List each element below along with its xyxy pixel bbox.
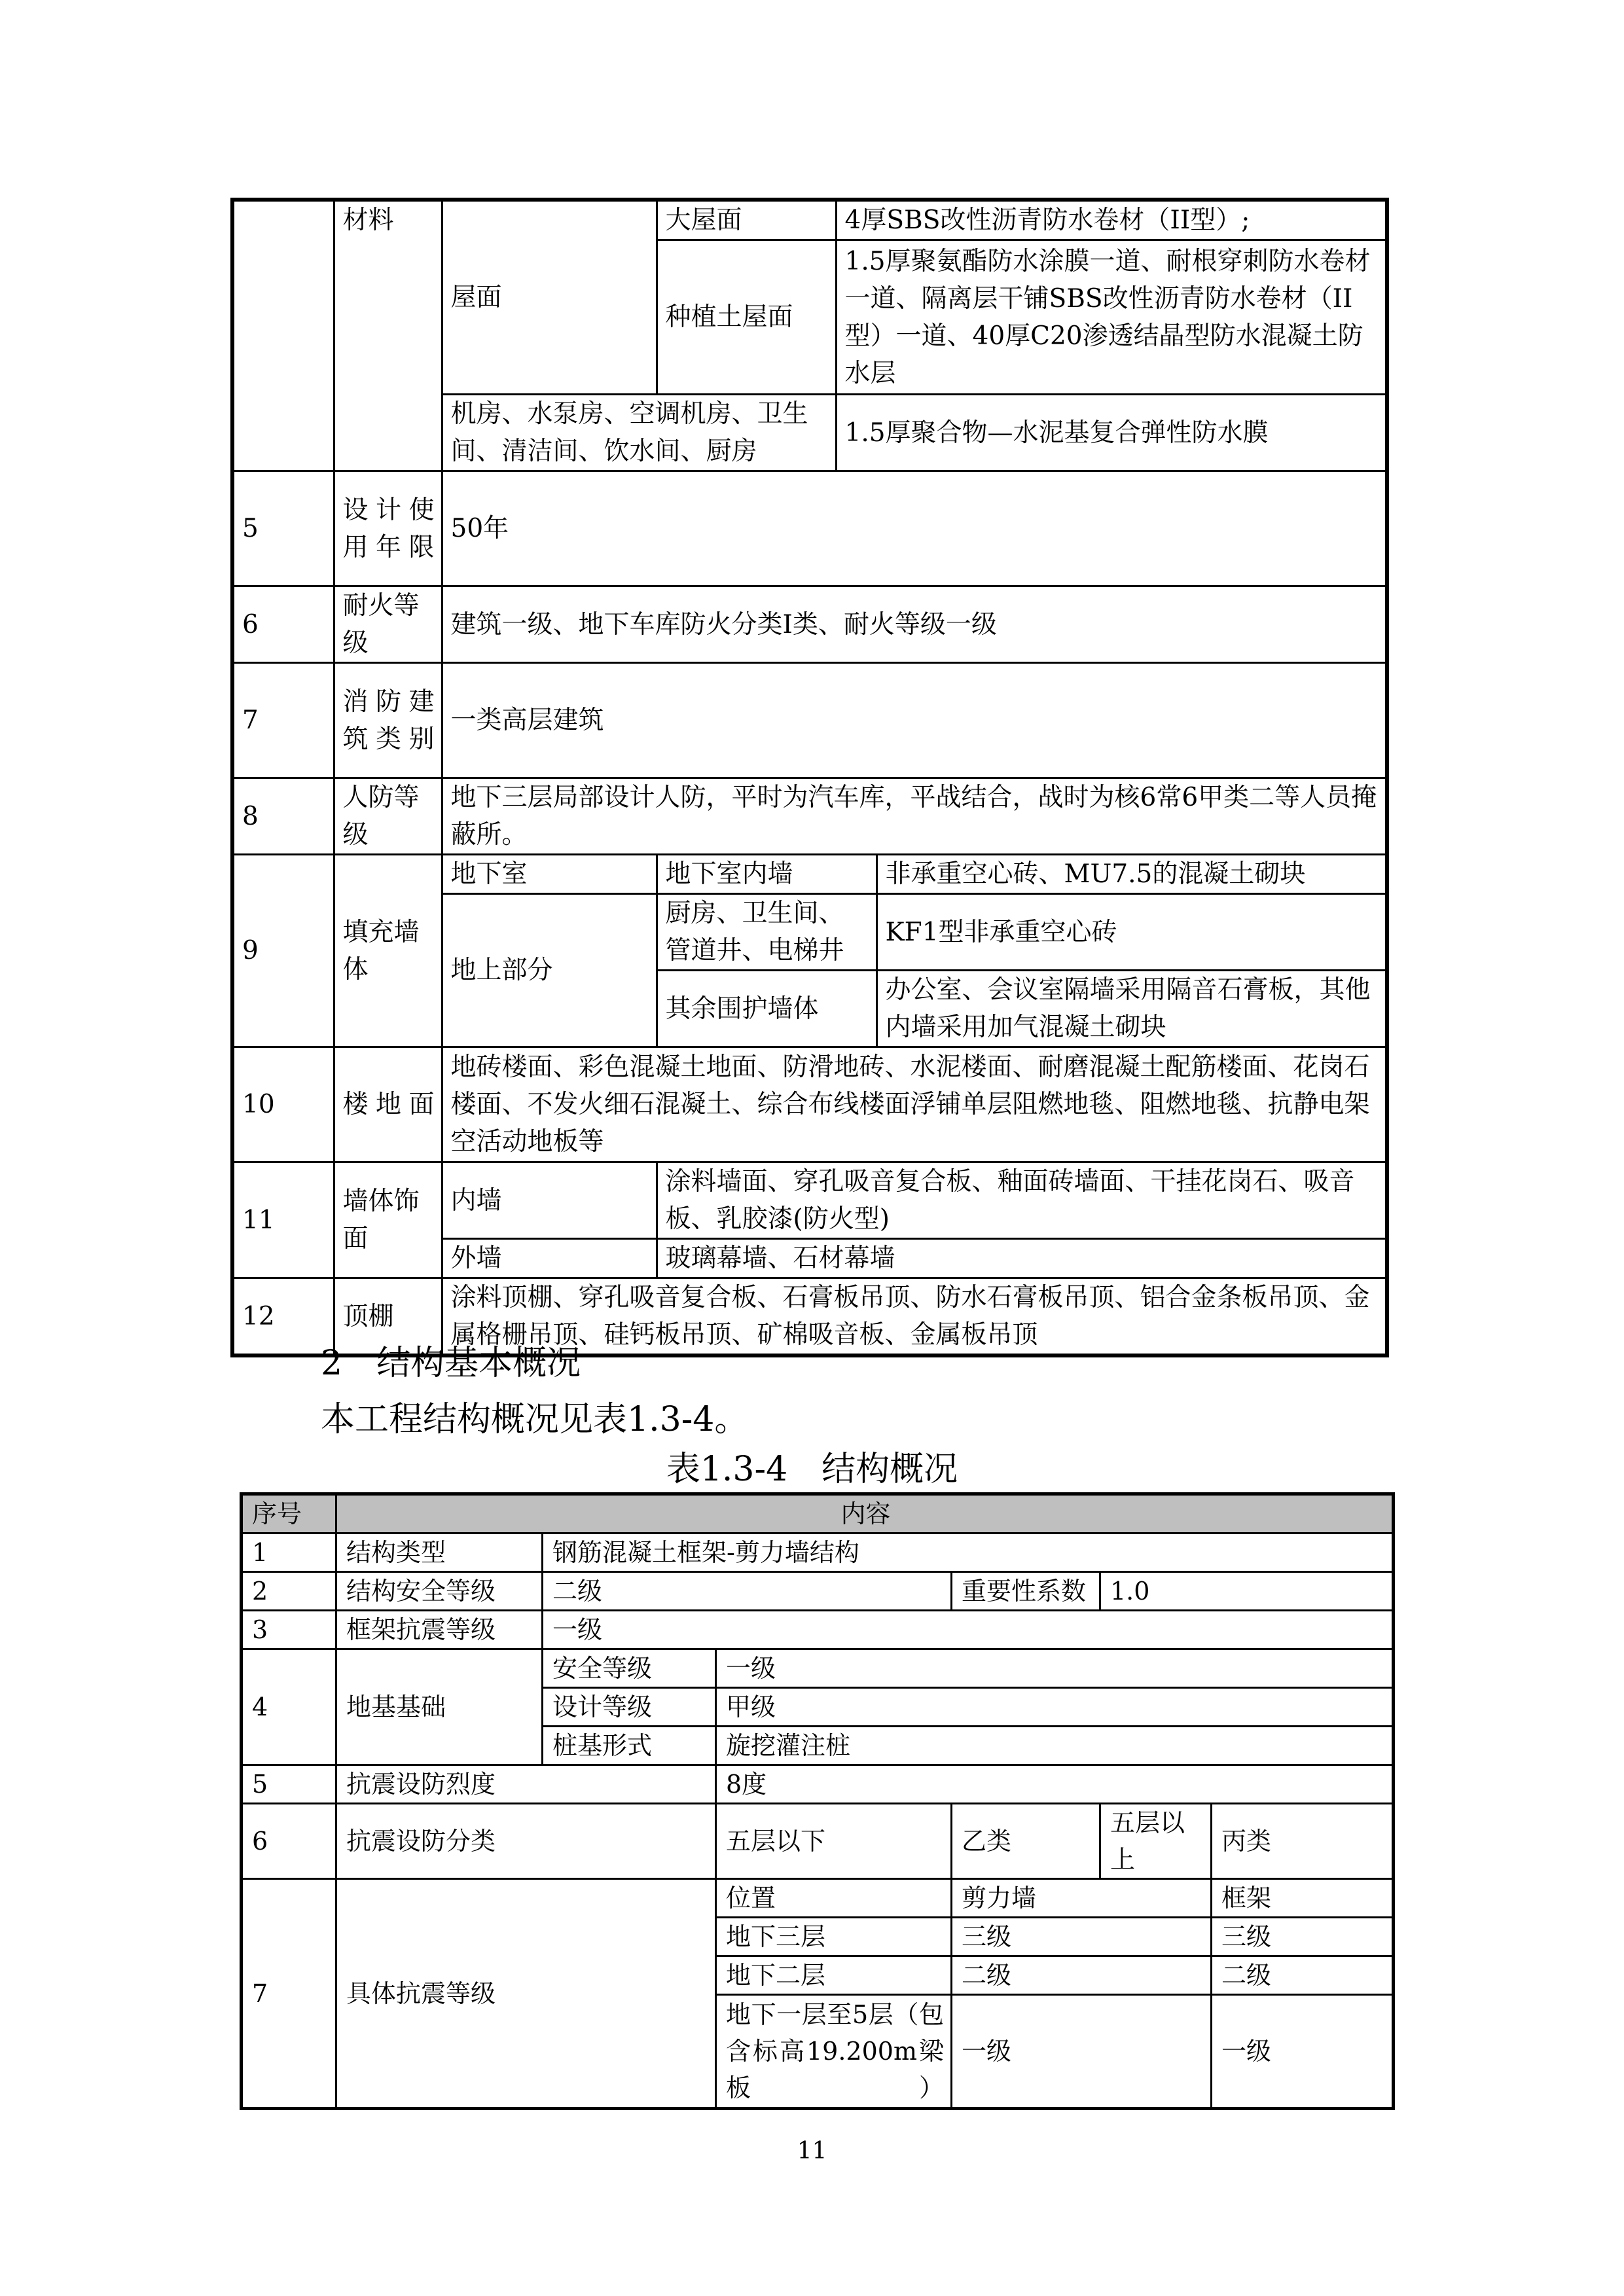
basement-inner-label: 地下室内墙 <box>657 855 876 894</box>
frame-grade: 一级 <box>1212 1995 1394 2109</box>
design-grade-value: 甲级 <box>716 1688 1394 1727</box>
structure-overview-table <box>240 1492 1395 2110</box>
row-item-cell: 人防等级 <box>334 778 442 855</box>
row-value-cell: 钢筋混凝土框架-剪力墙结构 <box>543 1534 1394 1572</box>
basement-label: 地下室 <box>442 855 657 894</box>
other-wall-value: 办公室、会议室隔墙采用隔音石膏板，其他内墙采用加气混凝土砌块 <box>876 971 1387 1047</box>
row-item-cell: 地基基础 <box>336 1649 543 1765</box>
inner-wall-value: 涂料墙面、穿孔吸音复合板、釉面砖墙面、干挂花岗石、吸音板、乳胶漆(防火型) <box>657 1162 1387 1239</box>
row-item-cell: 耐火等级 <box>334 586 442 663</box>
row-number-cell: 6 <box>232 586 334 663</box>
table-row <box>232 778 1387 855</box>
frame-grade: 三级 <box>1212 1918 1394 1956</box>
row-item-cell: 墙体饰面 <box>334 1162 442 1278</box>
row-number-cell: 7 <box>242 1879 336 2109</box>
row-item-cell: 抗震设防烈度 <box>336 1765 716 1804</box>
row-item-cell: 顶棚 <box>334 1278 442 1356</box>
table-row <box>242 1879 1394 1918</box>
header-content: 内容 <box>336 1494 1394 1534</box>
safety-grade-label: 安全等级 <box>543 1649 716 1688</box>
page-number: 11 <box>797 2138 827 2164</box>
row-item-cell: 设计使用年限 <box>334 471 442 586</box>
rooms-value: 1.5厚聚合物—水泥基复合弹性防水膜 <box>836 395 1387 471</box>
row-number-cell: 5 <box>232 471 334 586</box>
shear-wall-header: 剪力墙 <box>952 1879 1212 1918</box>
table-row <box>232 1047 1387 1162</box>
row-item-cell: 消防建筑类别 <box>334 663 442 778</box>
factor-label: 重要性系数 <box>952 1572 1100 1611</box>
row-value-cell: 地下三层局部设计人防，平时为汽车库，平战结合，战时为核6常6甲类二等人员掩蔽所。 <box>442 778 1387 855</box>
row-value-cell: 地砖楼面、彩色混凝土地面、防滑地砖、水泥楼面、耐磨混凝土配筋楼面、花岗石楼面、不发火细石混凝土、综合布线楼面浮铺单层阻燃地毯、阻燃地毯、抗静电架空活动地板等 <box>442 1047 1387 1162</box>
shear-wall-grade: 二级 <box>952 1956 1212 1995</box>
table-row <box>242 1572 1394 1611</box>
row-item-cell: 结构类型 <box>336 1534 543 1572</box>
row-number-cell: 4 <box>242 1649 336 1765</box>
factor-value: 1.0 <box>1100 1572 1394 1611</box>
row-value-cell: 一类高层建筑 <box>442 663 1387 778</box>
row-value-cell: 8度 <box>716 1765 1394 1804</box>
row-number-cell: 11 <box>232 1162 334 1278</box>
row-item-cell: 材料 <box>334 200 442 471</box>
row-item-cell: 楼地面 <box>334 1047 442 1162</box>
table-row <box>232 586 1387 663</box>
frame-grade: 二级 <box>1212 1956 1394 1995</box>
big-roof-label: 大屋面 <box>657 200 836 240</box>
floor-label: 地下一层至5层（包含标高19.200m梁板） <box>716 1995 952 2109</box>
design-grade-label: 设计等级 <box>543 1688 716 1727</box>
table-row <box>242 1534 1394 1572</box>
floor-label: 地下二层 <box>716 1956 952 1995</box>
row-number-cell: 9 <box>232 855 334 1047</box>
row-number-cell: 12 <box>232 1278 334 1356</box>
planted-roof-label: 种植土屋面 <box>657 240 836 395</box>
table-row <box>242 1765 1394 1804</box>
rooms-label: 机房、水泵房、空调机房、卫生间、清洁间、饮水间、厨房 <box>442 395 836 471</box>
building-overview-table <box>230 198 1389 1357</box>
above-five-value: 丙类 <box>1212 1804 1394 1879</box>
table-row <box>242 1611 1394 1649</box>
inner-wall-label: 内墙 <box>442 1162 657 1239</box>
table-row <box>232 663 1387 778</box>
table-caption: 表1.3-4 结构概况 <box>666 1450 958 1489</box>
row-item-cell: 结构安全等级 <box>336 1572 543 1611</box>
shear-wall-grade: 三级 <box>952 1918 1212 1956</box>
row-number-cell: 1 <box>242 1534 336 1572</box>
row-item-cell: 框架抗震等级 <box>336 1611 543 1649</box>
intro-paragraph: 本工程结构概况见表1.3-4。 <box>321 1400 749 1439</box>
roof-sublabel-cell: 屋面 <box>442 200 657 395</box>
planted-roof-value: 1.5厚聚氨酯防水涂膜一道、耐根穿刺防水卷材一道、隔离层干铺SBS改性沥青防水卷材（II型）一道、40厚C20渗透结晶型防水混凝土防水层 <box>836 240 1387 395</box>
outer-wall-label: 外墙 <box>442 1239 657 1278</box>
big-roof-value: 4厚SBS改性沥青防水卷材（II型）; <box>836 200 1387 240</box>
table-row <box>232 1162 1387 1239</box>
above-five-label: 五层以上 <box>1100 1804 1212 1879</box>
row-number-cell <box>232 200 334 471</box>
pile-type-label: 桩基形式 <box>543 1727 716 1765</box>
kitchen-value: KF1型非承重空心砖 <box>876 894 1387 971</box>
table-row <box>232 855 1387 894</box>
row-number-cell: 6 <box>242 1804 336 1879</box>
row-value-cell: 二级 <box>543 1572 952 1611</box>
table-header-row <box>242 1494 1394 1534</box>
outer-wall-value: 玻璃幕墙、石材幕墙 <box>657 1239 1387 1278</box>
below-five-value: 乙类 <box>952 1804 1100 1879</box>
row-number-cell: 10 <box>232 1047 334 1162</box>
kitchen-label: 厨房、卫生间、管道井、电梯井 <box>657 894 876 971</box>
row-item-cell: 填充墙体 <box>334 855 442 1047</box>
row-number-cell: 8 <box>232 778 334 855</box>
row-item-cell: 具体抗震等级 <box>336 1879 716 2109</box>
shear-wall-grade: 一级 <box>952 1995 1212 2109</box>
section-heading: 2 结构基本概况 <box>321 1344 581 1383</box>
floor-label: 地下三层 <box>716 1918 952 1956</box>
row-value-cell: 50年 <box>442 471 1387 586</box>
table-row <box>242 1804 1394 1879</box>
header-number: 序号 <box>242 1494 336 1534</box>
row-number-cell: 5 <box>242 1765 336 1804</box>
row-number-cell: 2 <box>242 1572 336 1611</box>
basement-inner-value: 非承重空心砖、MU7.5的混凝土砌块 <box>876 855 1387 894</box>
row-number-cell: 3 <box>242 1611 336 1649</box>
pile-type-value: 旋挖灌注桩 <box>716 1727 1394 1765</box>
safety-grade-value: 一级 <box>716 1649 1394 1688</box>
position-header: 位置 <box>716 1879 952 1918</box>
row-number-cell: 7 <box>232 663 334 778</box>
above-ground-label: 地上部分 <box>442 894 657 1047</box>
other-wall-label: 其余围护墙体 <box>657 971 876 1047</box>
table-row <box>232 471 1387 586</box>
below-five-label: 五层以下 <box>716 1804 952 1879</box>
row-value-cell: 建筑一级、地下车库防火分类I类、耐火等级一级 <box>442 586 1387 663</box>
row-item-cell: 抗震设防分类 <box>336 1804 716 1879</box>
frame-header: 框架 <box>1212 1879 1394 1918</box>
row-value-cell: 涂料顶棚、穿孔吸音复合板、石膏板吊顶、防水石膏板吊顶、铝合金条板吊顶、金属格栅吊顶、硅钙板吊顶、矿棉吸音板、金属板吊顶 <box>442 1278 1387 1356</box>
row-value-cell: 一级 <box>543 1611 1394 1649</box>
table-row <box>242 1649 1394 1688</box>
table-row <box>232 200 1387 240</box>
